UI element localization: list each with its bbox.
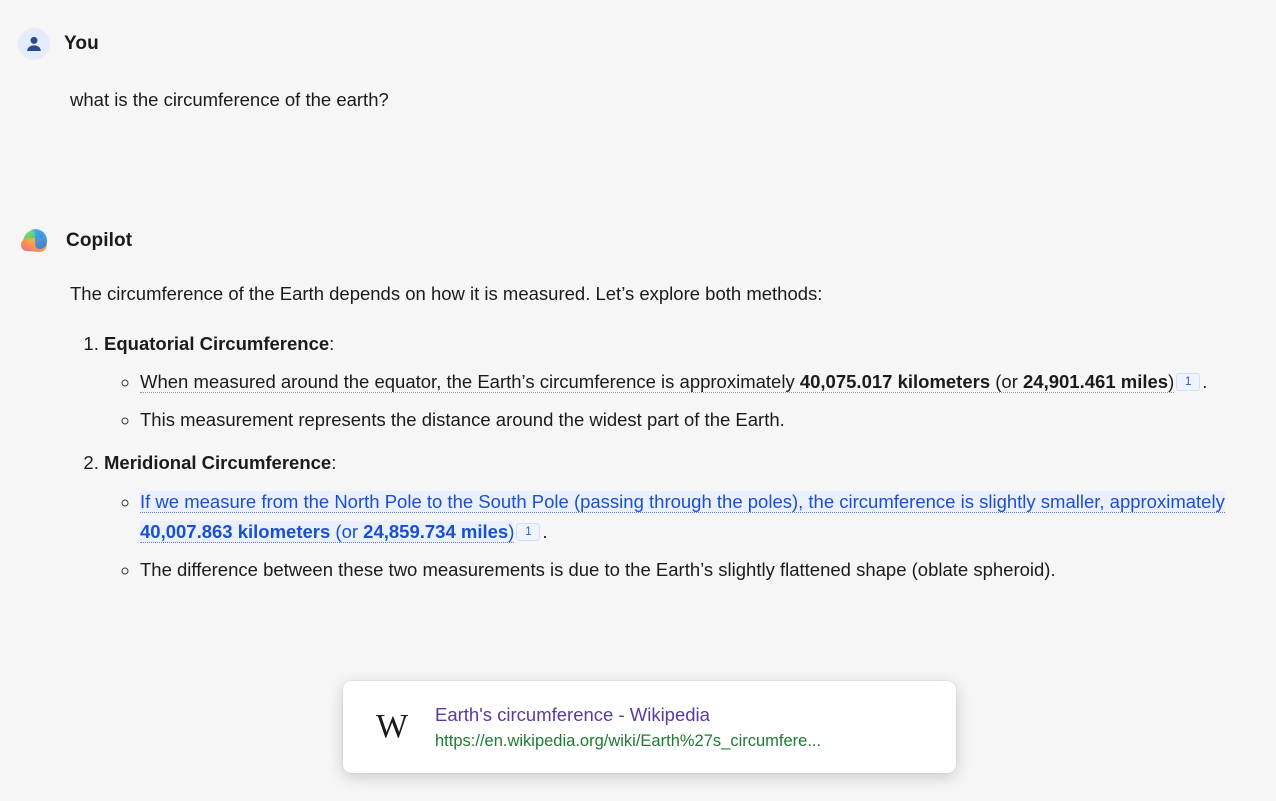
- fact-value-km: 40,007.863 kilometers: [140, 520, 331, 542]
- copilot-intro-text: The circumference of the Earth depends on how it is measured. Let’s explore both methods:: [70, 282, 823, 304]
- user-message-header: [0, 28, 1276, 60]
- wikipedia-icon: W: [375, 708, 407, 745]
- answer-sublist: [104, 487, 1246, 585]
- answer-subitem: [140, 555, 1246, 585]
- person-icon: [18, 28, 50, 60]
- fact-end: .: [542, 520, 548, 542]
- answer-item-title: Meridional Circumference: [104, 452, 332, 474]
- citation-preview-text: [435, 704, 821, 751]
- answer-subitem: [140, 487, 1246, 547]
- answer-item-title: Equatorial Circumference: [104, 332, 330, 354]
- answer-item-title-suffix: :: [329, 332, 335, 354]
- fact-suffix: ): [1168, 371, 1175, 393]
- fact-value-miles: 24,859.734 miles: [363, 520, 509, 542]
- answer-list-item: [104, 449, 1246, 585]
- fact-prefix: If we measure from the North Pole to the South Pole (passing through the poles), the circumference is slightly smaller, approximately: [140, 490, 1225, 512]
- citation-preview-title[interactable]: Earth's circumference - Wikipedia: [435, 703, 710, 725]
- copilot-message-body: [0, 280, 1276, 585]
- fact-prefix: When measured around the equator, the Earth’s circumference is approximately: [140, 371, 800, 393]
- copilot-message: [0, 224, 1276, 585]
- fact-middle: (or: [990, 371, 1024, 393]
- answer-subitem: [140, 367, 1246, 397]
- fact-text: The difference between these two measurements is due to the Earth’s slightly flattened shape (oblate spheroid).: [140, 558, 1056, 580]
- citation-preview-card[interactable]: [343, 681, 956, 773]
- answer-item-title-suffix: :: [331, 452, 337, 474]
- fact-value-miles: 24,901.461 miles: [1023, 371, 1169, 393]
- copilot-sender-name: Copilot: [66, 229, 133, 251]
- fact-suffix: ): [508, 520, 515, 542]
- answer-sublist: [104, 367, 1246, 435]
- citation-preview-url[interactable]: https://en.wikipedia.org/wiki/Earth%27s_circumfere...: [435, 731, 822, 750]
- fact-text: This measurement represents the distance around the widest part of the Earth.: [140, 409, 785, 431]
- citation-chip[interactable]: 1: [516, 523, 540, 541]
- answer-list: [70, 330, 1246, 585]
- answer-subitem: [140, 405, 1246, 435]
- copilot-message-header: [0, 224, 1276, 258]
- fact-middle: (or: [330, 520, 364, 542]
- answer-list-item: [104, 330, 1246, 436]
- fact-text: [140, 371, 1174, 393]
- fact-value-km: 40,075.017 kilometers: [799, 371, 991, 393]
- citation-chip[interactable]: 1: [1176, 373, 1200, 391]
- user-message: [0, 28, 1276, 114]
- fact-end: .: [1202, 371, 1208, 393]
- fact-text-selected: [140, 491, 1225, 543]
- user-sender-name: You: [64, 33, 99, 54]
- copilot-logo-icon: [18, 224, 52, 258]
- user-message-text: what is the circumference of the earth?: [70, 89, 389, 110]
- user-message-body: [0, 86, 1276, 114]
